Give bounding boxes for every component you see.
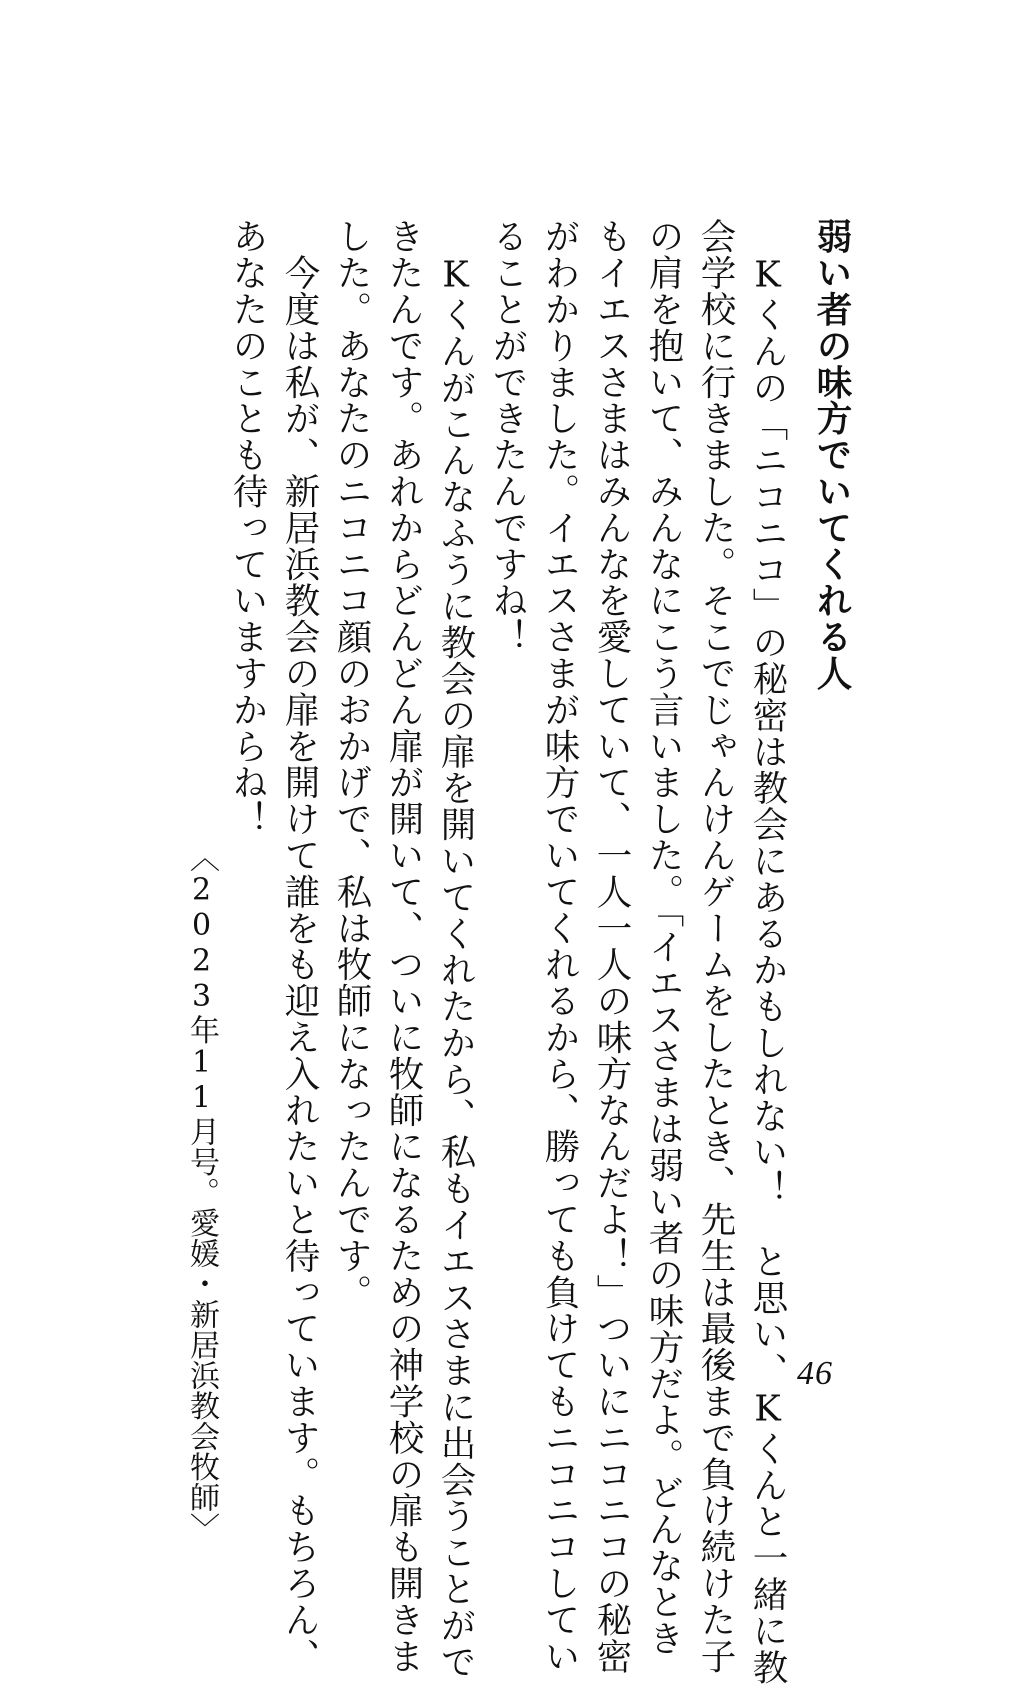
author-credit: 〈2023年11月号。愛媛・新居浜教会牧師〉 [184,842,219,1543]
body-column: の肩を抱いて、みんなにこう言いました。「イエスさまは弱い者の味方だよ。どんなとき [643,218,684,1657]
body-column: した。あなたのニコニコ顔のおかげで、私は牧師になったんです。 [331,218,372,1310]
body-column: 今度は私が、新居浜教会の扉を開けて誰をも迎え入れたいと待っています。もちろん、 [279,218,320,1674]
body-column: 会学校に行きました。そこでじゃんけんゲームをしたとき、先生は最後まで負け続けた子 [695,218,736,1674]
body-column: Kくんがこんなふうに教会の扉を開いてくれたから、私もイエスさまに出会うことがで [435,218,476,1680]
section-heading: 弱い者の味方でいてくれる人 [811,218,852,692]
page-number: 46 [797,1355,833,1392]
body-column: ることができたんですね！ [487,218,528,655]
body-column: あなたのことも待っていますからね！ [227,218,268,837]
body-column: きたんです。あれからどんどん扉が開いて、ついに牧師になるための神学校の扉も開きま [383,218,424,1674]
body-column: Kくんの「ニコニコ」の秘密は教会にあるかもしれない！ と思い、Kくんと一緒に教 [747,218,788,1685]
body-column: もイエスさまはみんなを愛していて、一人一人の味方なんだよ！」ついにニコニコの秘密 [591,218,632,1674]
body-column: がわかりました。イエスさまが味方でいてくれるから、勝っても負けてもニコニコしてい [539,218,580,1674]
